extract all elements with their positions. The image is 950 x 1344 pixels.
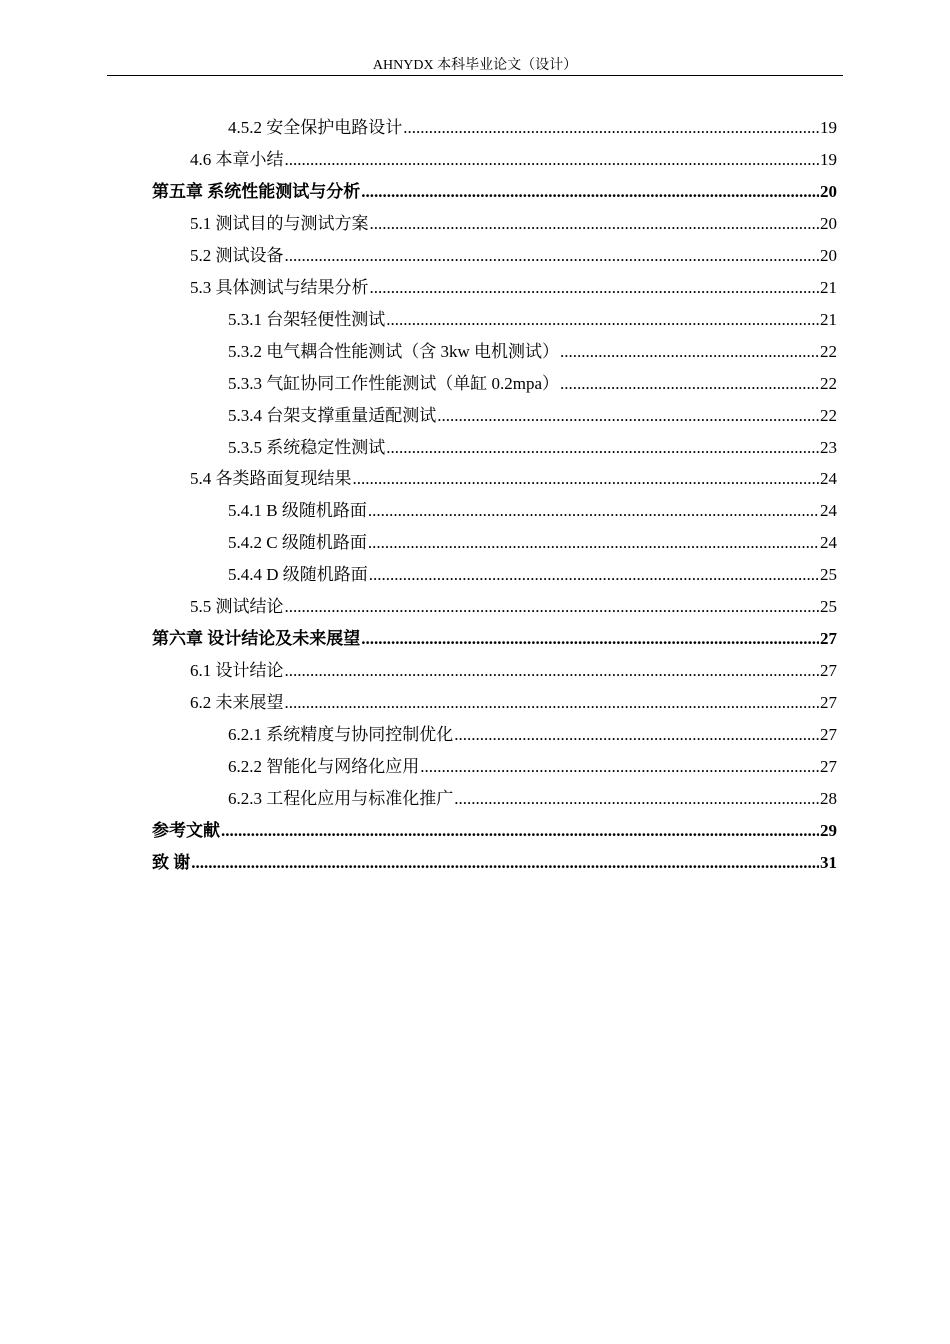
toc-entry-page-number: 22 bbox=[820, 405, 837, 425]
toc-entry[interactable] bbox=[0, 723, 837, 747]
toc-entry-title: 5.3.2 电气耦合性能测试（含 3kw 电机测试） bbox=[228, 341, 560, 361]
toc-dot-leader bbox=[370, 212, 820, 236]
toc-entry-title: 5.5 测试结论 bbox=[190, 597, 284, 617]
toc-entry-title: 6.2.2 智能化与网络化应用 bbox=[228, 757, 420, 776]
toc-entry-title: 5.4.2 C 级随机路面 bbox=[228, 533, 367, 553]
toc-entry-title: 5.4.4 D 级随机路面 bbox=[228, 565, 368, 585]
toc-entry-title: 致 谢 bbox=[152, 852, 191, 872]
toc-entry[interactable] bbox=[0, 212, 837, 236]
toc-entry[interactable] bbox=[0, 499, 837, 523]
toc-entry[interactable] bbox=[0, 659, 837, 683]
toc-entry[interactable] bbox=[0, 244, 837, 268]
toc-entry-page-number: 21 bbox=[820, 309, 837, 329]
toc-dot-leader bbox=[285, 691, 820, 715]
toc-entry[interactable] bbox=[0, 116, 837, 140]
toc-entry-page-number: 19 bbox=[820, 149, 837, 169]
toc-entry-title: 5.3.4 台架支撑重量适配测试 bbox=[228, 405, 437, 425]
toc-entry-title: 5.3.3 气缸协同工作性能测试（单缸 0.2mpa） bbox=[228, 373, 560, 393]
toc-dot-leader bbox=[560, 340, 819, 364]
toc-entry[interactable] bbox=[0, 787, 837, 811]
toc-entry-page-number: 27 bbox=[820, 725, 837, 745]
toc-entry-page-number: 22 bbox=[820, 373, 837, 393]
toc-entry-page-number: 20 bbox=[820, 213, 837, 233]
toc-entry-page-number: 29 bbox=[820, 820, 837, 840]
toc-entry-page-number: 27 bbox=[820, 757, 837, 776]
toc-entry[interactable] bbox=[0, 404, 837, 428]
toc-entry-title: 5.3.5 系统稳定性测试 bbox=[228, 437, 386, 457]
toc-dot-leader bbox=[285, 595, 820, 619]
toc-entry-title: 6.2.1 系统精度与协同控制优化 bbox=[228, 725, 454, 745]
toc-entry-title: 5.2 测试设备 bbox=[190, 245, 284, 265]
toc-entry-title: 5.3.1 台架轻便性测试 bbox=[228, 309, 386, 329]
toc-entry-page-number: 22 bbox=[820, 341, 837, 361]
toc-entry-title: 6.1 设计结论 bbox=[190, 661, 284, 681]
toc-entry-page-number: 24 bbox=[820, 469, 837, 489]
toc-dot-leader bbox=[285, 148, 820, 172]
toc-dot-leader bbox=[403, 116, 819, 140]
toc-entry[interactable] bbox=[0, 531, 837, 555]
toc-dot-leader bbox=[368, 499, 819, 523]
toc-entry-title: 6.2.3 工程化应用与标准化推广 bbox=[228, 788, 454, 808]
toc-dot-leader bbox=[361, 627, 819, 651]
toc-entry-page-number: 20 bbox=[820, 245, 837, 265]
toc-dot-leader bbox=[368, 531, 819, 555]
toc-entry-title: 5.4.1 B 级随机路面 bbox=[228, 501, 367, 521]
toc-entry-page-number: 31 bbox=[820, 852, 837, 872]
toc-entry-page-number: 27 bbox=[820, 629, 837, 649]
toc-entry[interactable] bbox=[0, 276, 837, 300]
toc-entry[interactable] bbox=[0, 308, 837, 332]
toc-entry-page-number: 19 bbox=[820, 118, 837, 137]
toc-entry[interactable] bbox=[0, 755, 837, 779]
toc-entry-page-number: 21 bbox=[820, 277, 837, 297]
toc-entry-title: 参考文献 bbox=[152, 820, 220, 840]
toc-dot-leader bbox=[560, 372, 819, 396]
toc-entry-page-number: 25 bbox=[820, 597, 837, 617]
toc-entry-title: 5.1 测试目的与测试方案 bbox=[190, 213, 369, 233]
toc-entry[interactable] bbox=[0, 851, 837, 875]
toc-entry-page-number: 24 bbox=[820, 533, 837, 553]
toc-entry[interactable] bbox=[0, 691, 837, 715]
toc-entry-title: 第五章 系统性能测试与分析 bbox=[152, 181, 361, 201]
toc-entry-title: 5.4 各类路面复现结果 bbox=[190, 469, 352, 489]
toc-entry-title: 4.5.2 安全保护电路设计 bbox=[228, 118, 403, 137]
toc-entry-title: 4.6 本章小结 bbox=[190, 149, 284, 169]
toc-entry[interactable] bbox=[0, 595, 837, 619]
toc-dot-leader bbox=[285, 659, 820, 683]
toc-dot-leader bbox=[420, 755, 819, 779]
toc-entry-page-number: 27 bbox=[820, 693, 837, 713]
toc-entry-page-number: 23 bbox=[820, 437, 837, 457]
toc-dot-leader bbox=[386, 308, 819, 332]
toc-entry[interactable] bbox=[0, 340, 837, 364]
toc-entry-title: 第六章 设计结论及未来展望 bbox=[152, 629, 361, 649]
toc-entry-page-number: 28 bbox=[820, 788, 837, 808]
toc-dot-leader bbox=[221, 819, 819, 843]
toc-entry[interactable] bbox=[0, 148, 837, 172]
toc-dot-leader bbox=[437, 404, 819, 428]
toc-entry-page-number: 25 bbox=[820, 565, 837, 585]
toc-entry-page-number: 24 bbox=[820, 501, 837, 521]
toc-dot-leader bbox=[191, 851, 819, 875]
toc-dot-leader bbox=[353, 467, 820, 491]
toc-dot-leader bbox=[369, 563, 819, 587]
toc-entry[interactable] bbox=[0, 563, 837, 587]
toc-entry[interactable] bbox=[0, 180, 837, 204]
toc-entry-page-number: 20 bbox=[820, 181, 837, 201]
toc-entry[interactable] bbox=[0, 436, 837, 460]
header-rule bbox=[107, 75, 843, 76]
toc-dot-leader bbox=[454, 787, 819, 811]
toc-entry-title: 6.2 未来展望 bbox=[190, 693, 284, 713]
toc-dot-leader bbox=[285, 244, 820, 268]
toc-entry-title: 5.3 具体测试与结果分析 bbox=[190, 277, 369, 297]
toc-entry[interactable] bbox=[0, 372, 837, 396]
toc-dot-leader bbox=[370, 276, 820, 300]
page-header: AHNYDX 本科毕业论文（设计） bbox=[372, 58, 578, 73]
toc-entry[interactable] bbox=[0, 467, 837, 491]
toc-entry[interactable] bbox=[0, 627, 837, 651]
toc-entry-page-number: 27 bbox=[820, 661, 837, 681]
toc-dot-leader bbox=[386, 436, 819, 460]
toc-dot-leader bbox=[454, 723, 819, 747]
toc-dot-leader bbox=[361, 180, 819, 204]
toc-entry[interactable] bbox=[0, 819, 837, 843]
